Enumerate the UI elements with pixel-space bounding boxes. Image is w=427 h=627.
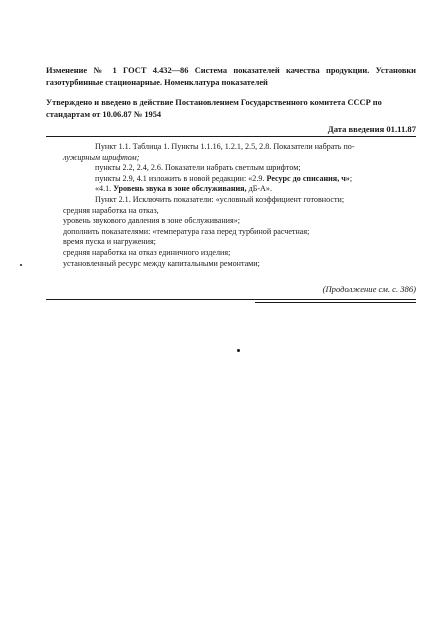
continued-note: (Продолжение см. с. 386)	[322, 284, 416, 294]
stray-mark	[20, 264, 22, 266]
body-line	[63, 153, 416, 164]
footer-rule-short	[255, 302, 416, 303]
body-text: ;	[349, 173, 353, 183]
bold-text: Ресурс до списания, ч»	[266, 173, 350, 183]
body-line: время пуска и нагружения;	[63, 237, 156, 247]
approval-statement: Утверждено и введено в действие Постановлением Государственного комитета СССР по стандартам от 10.06.87 № 1954	[46, 98, 382, 119]
body-line: Пункт 1.1. Таблица 1. Пункты 1.1.16, 1.2.1, 2.5, 2.8. Показатели набрать по-	[95, 142, 355, 151]
amendment-body	[63, 142, 416, 269]
amendment-title: Изменение № 1 ГОСТ 4.432—86 Система показателей качества продукции. Установки газотурбинные стационарные. Номенклатура показателей	[46, 66, 416, 87]
bold-text: Уровень звука в зоне обслуживания,	[113, 184, 247, 194]
body-text: пункты 2.9, 4.1 изложить в новой редакции: «2.9.	[95, 173, 267, 183]
body-line: средняя наработка на отказ единичного изделия;	[63, 247, 231, 257]
body-text: «4.1.	[95, 184, 114, 194]
body-line: установленный ресурс между капитальными ремонтами;	[63, 258, 260, 268]
body-line: уровень звукового давления в зоне обслуживания»;	[63, 216, 241, 226]
body-line: пункты 2.2, 2.4, 2.6. Показатели набрать светлым шрифтом;	[95, 163, 301, 173]
body-line: Пункт 2.1. Исключить показатели: «условный коэффициент готовности;	[95, 194, 345, 204]
stray-mark	[237, 349, 240, 352]
footer-rule	[46, 299, 416, 300]
header-rule	[46, 136, 416, 137]
body-line: средняя наработка на отказ,	[63, 205, 159, 215]
italic-text: лужирным шрифтом;	[63, 152, 140, 162]
body-line: дополнить показателями: «температура газа перед турбиной расчетная;	[63, 226, 310, 236]
body-line	[63, 184, 416, 195]
effective-date: Дата введения 01.11.87	[327, 124, 416, 134]
body-line	[63, 174, 416, 185]
body-text: дБ-А».	[246, 184, 272, 194]
